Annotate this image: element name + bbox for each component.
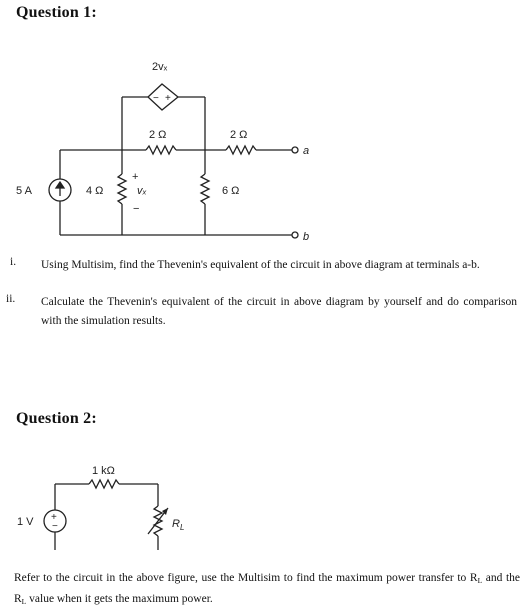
resistor-2ohm-left xyxy=(146,146,176,154)
terminal-a-dot xyxy=(292,147,298,153)
terminal-a-label: a xyxy=(303,145,310,157)
current-source-label: 5 A xyxy=(16,185,32,197)
item-2-text: Calculate the Thevenin's equivalent of the circuit in above diagram by yourself and do comparison with the simulation results. xyxy=(41,296,517,327)
r1-label: 4 Ω xyxy=(86,185,104,197)
vx-plus: + xyxy=(132,171,139,183)
resistor-6ohm xyxy=(201,174,209,204)
load-label: $R_L$ xyxy=(172,518,185,532)
source-minus: − xyxy=(52,521,58,532)
r2-label: 2 Ω xyxy=(149,129,167,141)
question-2-heading: Question 2: xyxy=(16,410,97,427)
max-power-circuit-diagram xyxy=(0,450,200,550)
item-1-text: Using Multisim, find the Thevenin's equivalent of the circuit in above diagram at terminals a-b. xyxy=(41,259,480,271)
resistor-2ohm-right xyxy=(226,146,256,154)
resistor-1k-label: 1 kΩ xyxy=(92,465,115,477)
resistor-1k xyxy=(89,480,119,488)
vx-minus: − xyxy=(133,203,140,215)
resistor-4ohm xyxy=(118,174,126,204)
vx-label: vₓ xyxy=(137,185,147,197)
thevenin-circuit-diagram xyxy=(0,40,330,255)
r3-label: 2 Ω xyxy=(230,129,248,141)
source-plus: + xyxy=(51,512,57,523)
item-2-number: ii. xyxy=(6,293,16,305)
dependent-source-label: 2vₓ xyxy=(152,61,168,73)
terminal-b-dot xyxy=(292,232,298,238)
current-arrow-head xyxy=(56,182,64,188)
dep-plus: + xyxy=(165,93,171,104)
r4-label: 6 Ω xyxy=(222,185,240,197)
terminal-b-label: b xyxy=(303,231,310,243)
source-label: 1 V xyxy=(17,516,34,528)
dep-minus: − xyxy=(153,93,159,104)
question-1-heading: Question 1: xyxy=(16,4,97,21)
question-2-text: Refer to the circuit in the above figure, use the Multisim to find the maximum power transfer to $R_L$ and the $R_L$ value when it gets the maximum power. xyxy=(14,572,520,606)
item-1-number: i. xyxy=(10,256,17,268)
